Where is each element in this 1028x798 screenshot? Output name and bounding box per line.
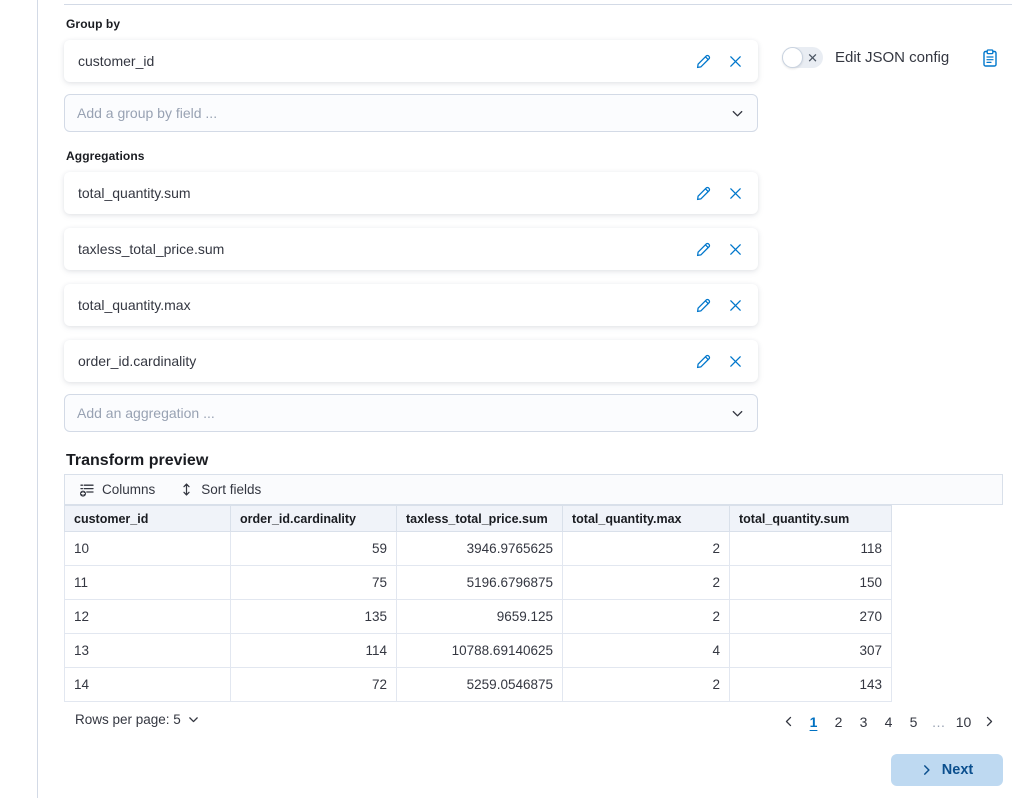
column-header[interactable]: total_quantity.sum bbox=[730, 506, 892, 532]
aggregation-item bbox=[64, 340, 758, 382]
edit-json-config-row bbox=[782, 47, 949, 68]
edit-json-toggle[interactable] bbox=[782, 47, 823, 68]
rows-per-page-button[interactable] bbox=[75, 712, 200, 727]
table-cell: 10788.69140625 bbox=[397, 634, 563, 668]
remove-x-icon[interactable] bbox=[724, 182, 746, 204]
aggregation-value: total_quantity.sum bbox=[78, 185, 191, 201]
page-number-button[interactable]: 10 bbox=[951, 709, 976, 734]
aggregation-item bbox=[64, 172, 758, 214]
rows-per-page-label: Rows per page: 5 bbox=[75, 712, 181, 727]
table-cell: 270 bbox=[730, 600, 892, 634]
next-button[interactable] bbox=[891, 754, 1003, 786]
step-rail-line bbox=[37, 0, 38, 798]
page-number-button[interactable]: 5 bbox=[901, 709, 926, 734]
page-number-button[interactable]: 3 bbox=[851, 709, 876, 734]
table-row bbox=[65, 668, 892, 702]
table-cell: 5259.0546875 bbox=[397, 668, 563, 702]
remove-x-icon[interactable] bbox=[724, 350, 746, 372]
pagination-ellipsis: … bbox=[926, 709, 951, 734]
column-header[interactable]: customer_id bbox=[65, 506, 231, 532]
table-row bbox=[65, 532, 892, 566]
previous-page-chevron-icon[interactable] bbox=[775, 709, 801, 734]
table-cell: 14 bbox=[65, 668, 231, 702]
chevron-down-icon bbox=[187, 713, 200, 726]
next-page-chevron-icon[interactable] bbox=[976, 709, 1002, 734]
table-cell: 143 bbox=[730, 668, 892, 702]
table-row bbox=[65, 566, 892, 600]
remove-x-icon[interactable] bbox=[724, 50, 746, 72]
add-aggregation-input[interactable] bbox=[77, 405, 730, 421]
table-header-row bbox=[65, 506, 892, 532]
aggregation-value: taxless_total_price.sum bbox=[78, 241, 225, 257]
edit-pencil-icon[interactable] bbox=[692, 350, 714, 372]
sort-fields-button-label: Sort fields bbox=[201, 482, 262, 497]
table-cell: 307 bbox=[730, 634, 892, 668]
aggregation-item bbox=[64, 284, 758, 326]
table-cell: 2 bbox=[563, 566, 730, 600]
table-cell: 9659.125 bbox=[397, 600, 563, 634]
column-header[interactable]: taxless_total_price.sum bbox=[397, 506, 563, 532]
table-cell: 4 bbox=[563, 634, 730, 668]
chevron-down-icon[interactable] bbox=[730, 106, 745, 121]
table-cell: 3946.9765625 bbox=[397, 532, 563, 566]
page-number-button[interactable]: 1 bbox=[801, 709, 826, 734]
table-cell: 2 bbox=[563, 600, 730, 634]
columns-button-label: Columns bbox=[102, 482, 156, 497]
column-header[interactable]: order_id.cardinality bbox=[231, 506, 397, 532]
table-cell: 118 bbox=[730, 532, 892, 566]
toggle-knob bbox=[782, 47, 803, 68]
pagination bbox=[775, 709, 1002, 734]
sort-fields-button[interactable] bbox=[179, 482, 261, 497]
table-cell: 2 bbox=[563, 532, 730, 566]
columns-button[interactable] bbox=[79, 482, 155, 498]
remove-x-icon[interactable] bbox=[724, 294, 746, 316]
table-cell: 135 bbox=[231, 600, 397, 634]
column-header[interactable]: total_quantity.max bbox=[563, 506, 730, 532]
add-group-by-combobox[interactable] bbox=[64, 94, 758, 132]
columns-list-add-icon bbox=[79, 482, 95, 498]
group-by-item bbox=[64, 40, 758, 82]
group-by-label: Group by bbox=[66, 17, 121, 31]
remove-x-icon[interactable] bbox=[724, 238, 746, 260]
aggregations-label: Aggregations bbox=[66, 149, 145, 163]
top-divider bbox=[64, 4, 1012, 5]
table-cell: 11 bbox=[65, 566, 231, 600]
chevron-down-icon[interactable] bbox=[730, 406, 745, 421]
group-by-item-value: customer_id bbox=[78, 53, 155, 69]
edit-pencil-icon[interactable] bbox=[692, 182, 714, 204]
aggregation-item bbox=[64, 228, 758, 270]
page-number-button[interactable]: 2 bbox=[826, 709, 851, 734]
page-number-button[interactable]: 4 bbox=[876, 709, 901, 734]
next-chevron-icon bbox=[921, 764, 933, 776]
edit-json-config-label: Edit JSON config bbox=[835, 49, 950, 66]
table-cell: 59 bbox=[231, 532, 397, 566]
copy-config-clipboard-icon[interactable] bbox=[980, 48, 1000, 71]
table-cell: 114 bbox=[231, 634, 397, 668]
table-cell: 10 bbox=[65, 532, 231, 566]
table-cell: 75 bbox=[231, 566, 397, 600]
edit-pencil-icon[interactable] bbox=[692, 50, 714, 72]
datagrid-toolbar bbox=[64, 474, 1003, 505]
preview-table bbox=[64, 505, 892, 702]
table-cell: 2 bbox=[563, 668, 730, 702]
transform-preview-title: Transform preview bbox=[66, 452, 209, 469]
add-aggregation-combobox[interactable] bbox=[64, 394, 758, 432]
table-row bbox=[65, 600, 892, 634]
table-cell: 72 bbox=[231, 668, 397, 702]
aggregation-value: total_quantity.max bbox=[78, 297, 191, 313]
edit-pencil-icon[interactable] bbox=[692, 294, 714, 316]
table-cell: 13 bbox=[65, 634, 231, 668]
add-group-by-input[interactable] bbox=[77, 105, 730, 121]
next-button-label: Next bbox=[941, 762, 974, 778]
edit-pencil-icon[interactable] bbox=[692, 238, 714, 260]
aggregation-value: order_id.cardinality bbox=[78, 353, 197, 369]
table-cell: 150 bbox=[730, 566, 892, 600]
table-cell: 12 bbox=[65, 600, 231, 634]
sort-updown-icon bbox=[179, 482, 194, 497]
toggle-off-x-icon: ✕ bbox=[807, 50, 818, 65]
table-cell: 5196.6796875 bbox=[397, 566, 563, 600]
table-row bbox=[65, 634, 892, 668]
